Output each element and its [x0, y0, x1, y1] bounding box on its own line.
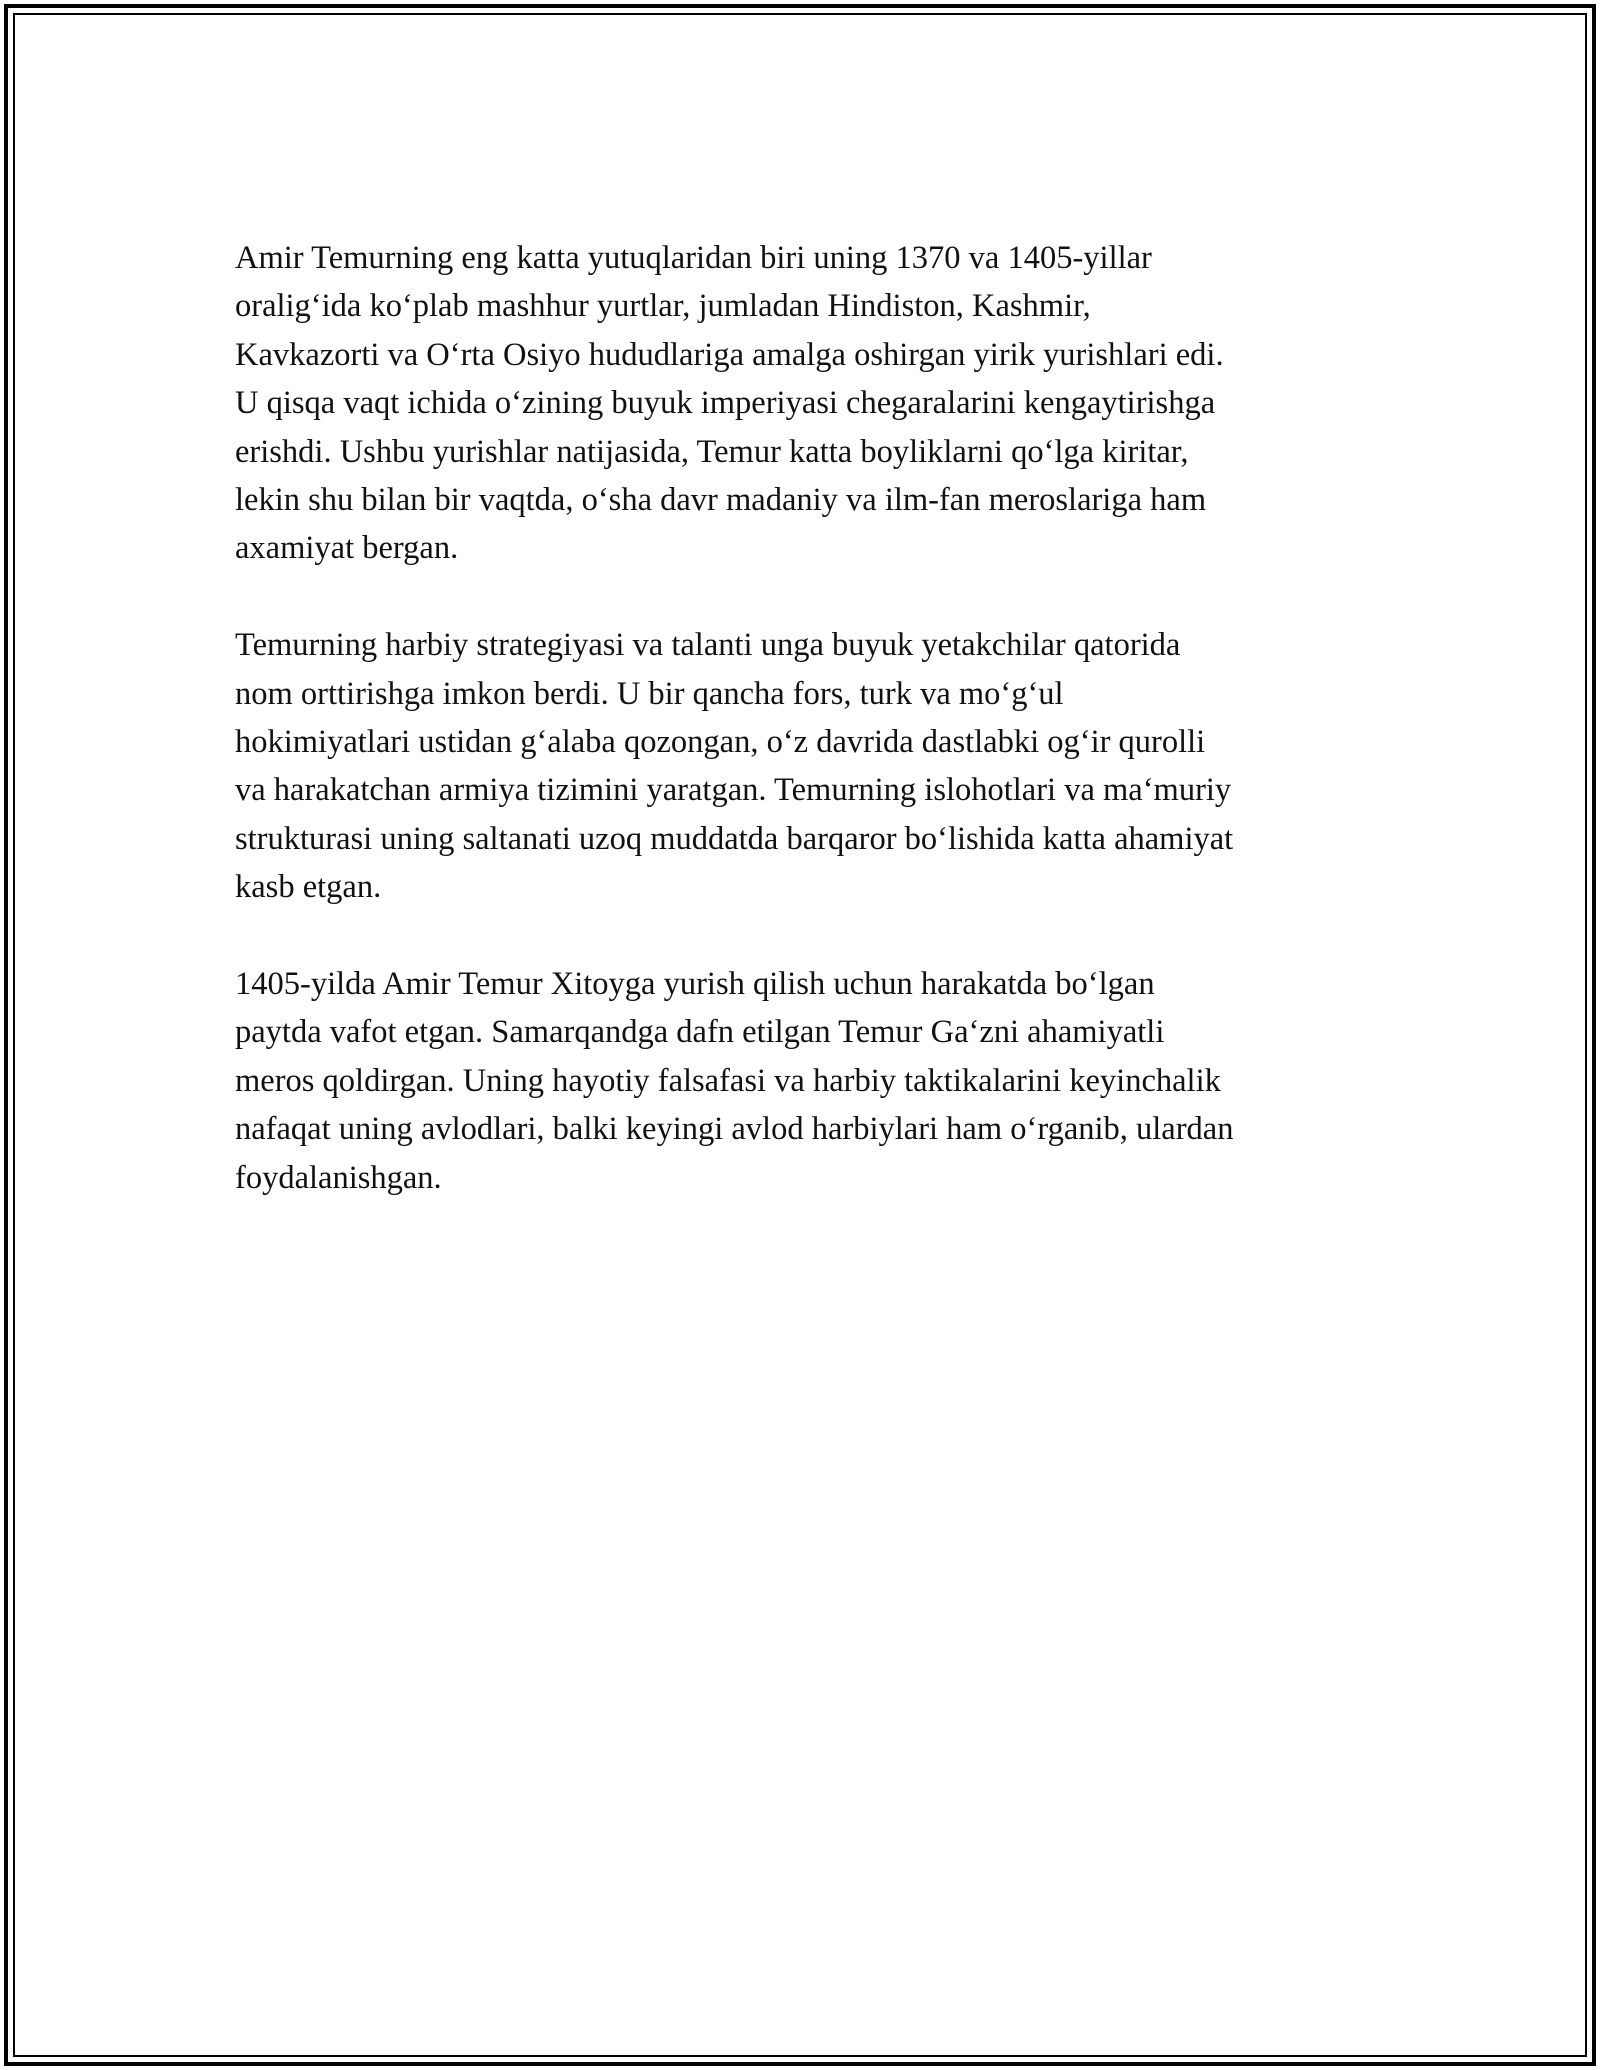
- paragraph-2: Temurning harbiy strategiyasi va talanti unga buyuk yetakchilar qatorida nom orttirishga imkon berdi. U bir qancha fors, turk va mo‘g‘ul hokimiyatlari ustidan g‘alaba qozongan, o‘z davrida dastlabki og‘ir qurolli va harakatchan armiya tizimini yaratgan. Temurning islohotlari va ma‘muriy strukturasi uning saltanati uzoq muddatda barqaror bo‘lishida katta ahamiyat kasb etgan.: [235, 627, 1234, 906]
- paragraph-3: 1405-yilda Amir Temur Xitoyga yurish qilish uchun harakatda bo‘lgan paytda vafot etgan. Samarqandga dafn etilgan Temur Ga‘zni ahamiyatli meros qoldirgan. Uning hayotiy falsafasi va harbiy taktikalarini keyinchalik nafaqat uning avlodlari, balki keyingi avlod harbiylari ham o‘rganib, ulardan foydalanishgan.: [235, 966, 1234, 1196]
- document-body: [235, 234, 1375, 1250]
- paragraph-1: Amir Temurning eng katta yutuqlaridan biri uning 1370 va 1405-yillar oralig‘ida ko‘plab mashhur yurtlar, jumladan Hindiston, Kashmir, Kavkazorti va O‘rta Osiyo hududlariga amalga oshirgan yirik yurishlari edi. U qisqa vaqt ichida o‘zining buyuk imperiyasi chegaralarini kengaytirishga erishdi. Ushbu yurishlar natijasida, Temur katta boyliklarni qo‘lga kiritar, lekin shu bilan bir vaqtda, o‘sha davr madaniy va ilm-fan meroslariga ham axamiyat bergan.: [235, 240, 1224, 567]
